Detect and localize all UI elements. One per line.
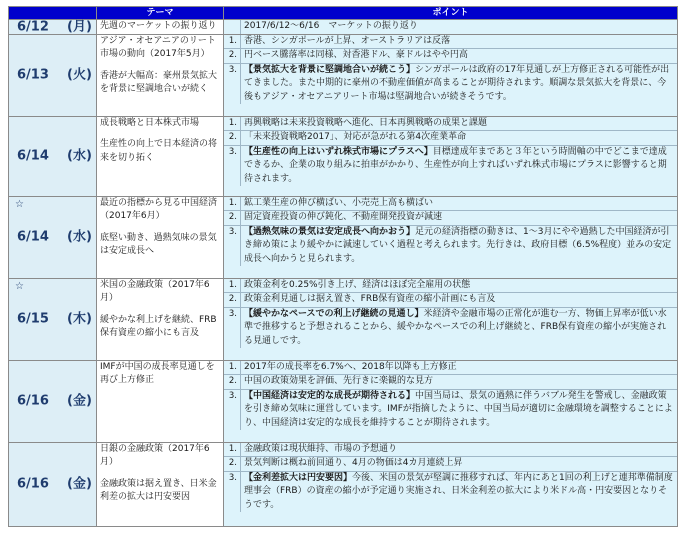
theme-subtitle: 生産性の向上で日本経済の将来を切り拓く — [100, 139, 218, 163]
point-text: 目標達成年まであと３年という時間軸の中でどこまで達成できるか、企業の取り組みに拍車がかかり、生産性が向上すればいずれ株式市場にプラスに影響すると期待されます。 — [244, 146, 667, 184]
header-blank — [9, 7, 97, 20]
row-point-cell — [224, 34, 678, 116]
point-text-block — [241, 472, 677, 513]
row-weekday: (水) — [67, 229, 92, 245]
table-row — [9, 34, 678, 116]
row-date-cell — [9, 196, 97, 278]
row-date: 6/16 — [17, 393, 49, 409]
row-date: 6/14 — [17, 229, 49, 245]
point-text-block — [241, 457, 677, 471]
theme-subtitle: 金融政策は据え置き、日米金利差の拡大は円安要因 — [100, 478, 217, 502]
point-item — [224, 64, 677, 105]
point-number: 2. — [224, 131, 241, 145]
row-point-cell — [224, 442, 678, 526]
point-text: 「未来投資戦略2017」、対応が急がれる第4次産業革命 — [244, 132, 467, 142]
point-text: 足元の経済指標の動きは、1～3月にやや過熱した中国経済が引き締め策により緩やかに減速していく過程と考えられます。先行きは、政府目標（6.5%程度）並みの安定成長へ向かうと見られます。 — [244, 226, 672, 264]
point-highlight: 【過熱気味の景気は安定成長へ向かおう】 — [244, 226, 416, 237]
point-item — [224, 443, 677, 458]
point-text-block — [241, 20, 677, 34]
row-point-cell — [224, 20, 678, 35]
row-weekday: (金) — [67, 476, 92, 492]
market-report-table-wrapper — [8, 6, 677, 527]
row-date-cell — [9, 116, 97, 196]
row-date: 6/15 — [17, 311, 49, 327]
point-number: 3. — [224, 390, 241, 431]
market-report-table — [8, 6, 678, 527]
point-item — [224, 146, 677, 187]
row-date: 6/13 — [17, 67, 49, 83]
point-text: 2017/6/12～6/16 マーケットの振り返り — [244, 21, 418, 31]
point-text-block — [241, 279, 677, 293]
point-item — [224, 375, 677, 390]
point-item — [224, 457, 677, 472]
row-point-cell — [224, 196, 678, 278]
point-number: 1. — [224, 443, 241, 457]
point-number: 1. — [224, 197, 241, 211]
point-text-block — [241, 64, 677, 105]
row-weekday: (火) — [67, 67, 92, 83]
point-text-block — [241, 117, 677, 131]
row-theme-cell — [97, 442, 224, 526]
point-item — [224, 308, 677, 349]
table-row — [9, 278, 678, 360]
point-highlight: 【金利差拡大は円安要因】 — [244, 472, 353, 483]
point-number: 1. — [224, 117, 241, 131]
row-date: 6/12 — [17, 19, 49, 34]
row-point-cell — [224, 116, 678, 196]
point-number: 3. — [224, 64, 241, 105]
row-date-cell — [9, 442, 97, 526]
theme-title: 最近の指標から見る中国経済（2017年6月） — [100, 197, 218, 221]
table-row — [9, 116, 678, 196]
point-text: 鉱工業生産の伸び横ばい、小売売上高も横ばい — [244, 197, 434, 208]
row-weekday: (木) — [67, 311, 92, 327]
point-item — [224, 279, 677, 294]
point-text: 今後、米国の景気が堅調に推移すれば、年内にあと1回の利上げと連邦準備制度理事会（FRB）の資産の縮小が予定通り実施され、日米金利差の拡大により米ドル高・円安要因となりそうです。 — [244, 472, 673, 510]
point-item — [224, 35, 677, 50]
point-item — [224, 20, 677, 34]
point-text: シンガポールは政府の17年見通しが上方修正される可能性が出てきました。また中期的に豪州の不動産価値が高まることが期待されます。順調な景気拡大を背景に、今後もアジア・オセアニアリート市場は堅調地合いが続きそうです。 — [244, 64, 670, 102]
point-item — [224, 361, 677, 376]
point-text: 中国の政策効果を評価、先行きに楽観的な見方 — [244, 376, 434, 386]
point-item — [224, 197, 677, 212]
row-theme-cell — [97, 116, 224, 196]
point-highlight: 【緩やかなペースでの利上げ継続の見通し】 — [244, 308, 424, 319]
point-text: 香港、シンガポールが上昇、オーストラリアは反落 — [244, 35, 451, 46]
row-weekday: (金) — [67, 393, 92, 409]
point-text-block — [241, 361, 677, 375]
point-item — [224, 472, 677, 513]
point-text-block — [241, 443, 677, 457]
point-item — [224, 211, 677, 226]
row-point-cell — [224, 360, 678, 442]
point-number: 3. — [224, 308, 241, 349]
point-highlight: 【中国経済は安定的な成長が期待される】 — [244, 390, 416, 401]
point-item — [224, 390, 677, 431]
header-theme: テーマ — [97, 7, 224, 20]
row-date-cell — [9, 278, 97, 360]
point-text: 政策金利見通しは据え置き、FRB保有資産の縮小計画にも言及 — [244, 294, 496, 304]
point-text-block — [241, 226, 677, 267]
point-text: 円ベース騰落率は同様、対香港ドル、豪ドルはやや円高 — [244, 50, 468, 60]
row-theme-cell — [97, 34, 224, 116]
point-text: 金融政策は現状維持、市場の予想通り — [244, 443, 398, 454]
point-number: 2. — [224, 375, 241, 389]
point-text-block — [241, 211, 677, 225]
point-number: 3. — [224, 226, 241, 267]
theme-subtitle: 底堅い動き、過熱気味の景気は安定成長へ — [100, 232, 217, 256]
point-highlight: 【生産性の向上はいずれ株式市場にプラスへ】 — [244, 146, 433, 157]
point-text-block — [241, 131, 677, 145]
table-row — [9, 360, 678, 442]
point-number: 3. — [224, 146, 241, 187]
point-number: 2. — [224, 293, 241, 307]
row-point-cell — [224, 278, 678, 360]
table-row — [9, 20, 678, 35]
point-item — [224, 131, 677, 146]
point-text-block — [241, 293, 677, 307]
row-theme-cell — [97, 360, 224, 442]
point-number: 1. — [224, 279, 241, 293]
theme-title: 米国の金融政策（2017年6月） — [100, 279, 210, 303]
point-number: 2. — [224, 211, 241, 225]
theme-subtitle: 緩やかな利上げを継続、FRB保有資産の縮小にも言及 — [100, 314, 217, 338]
point-highlight: 【景気拡大を背景に堅調地合いが続こう】 — [244, 64, 416, 75]
theme-title: 先週のマーケットの振り返り — [100, 21, 217, 31]
theme-title: 成長戦略と日本株式市場 — [100, 117, 200, 128]
point-text-block — [241, 49, 677, 63]
point-text-block — [241, 35, 677, 49]
star-icon: ☆ — [15, 280, 24, 292]
table-row — [9, 196, 678, 278]
row-date: 6/14 — [17, 148, 49, 164]
row-theme-cell — [97, 278, 224, 360]
point-text-block — [241, 375, 677, 389]
point-number: 2. — [224, 49, 241, 63]
row-weekday: (水) — [67, 148, 92, 164]
header-point: ポイント — [224, 7, 678, 20]
table-row — [9, 442, 678, 526]
table-header — [9, 7, 678, 20]
theme-subtitle: 香港が大幅高：豪州景気拡大を背景に堅調地合いが続く — [100, 70, 218, 94]
point-item — [224, 226, 677, 267]
point-text-block — [241, 308, 677, 349]
point-text-block — [241, 390, 677, 431]
point-number: 3. — [224, 472, 241, 513]
theme-title: アジア・オセアニアのリート市場の動向（2017年5月） — [100, 35, 216, 59]
star-icon: ☆ — [15, 198, 24, 210]
point-text: 固定資産投資の伸び鈍化、不動産開発投資が減速 — [244, 212, 443, 222]
point-text: 景気判断は概ね前回通り、4月の物価は4カ月連続上昇 — [244, 458, 463, 468]
point-text: 中国当局は、景気の過熱に伴うバブル発生を警戒し、金融政策を引き締め気味に運営しています。IMFが指摘したように、中国当局が適切に金融環境を調整することにより、中国経済は安定的な成長を維持することが期待されます。 — [244, 390, 673, 428]
point-number: 2. — [224, 457, 241, 471]
point-item — [224, 293, 677, 308]
row-date-cell — [9, 34, 97, 116]
point-text: 再興戦略は未来投資戦略へ進化、日本再興戦略の成果と課題 — [244, 117, 488, 128]
point-number: 1. — [224, 361, 241, 375]
row-date: 6/16 — [17, 476, 49, 492]
theme-title: 日銀の金融政策（2017年6月） — [100, 443, 210, 467]
point-text-block — [241, 197, 677, 211]
row-theme-cell — [97, 196, 224, 278]
point-text: 政策金利を0.25%引き上げ、経済はほぼ完全雇用の状態 — [244, 279, 471, 290]
point-item — [224, 49, 677, 64]
row-weekday: (月) — [67, 19, 92, 34]
point-item — [224, 117, 677, 132]
point-number — [224, 20, 241, 34]
row-theme-cell — [97, 20, 224, 35]
point-text-block — [241, 146, 677, 187]
row-date-cell — [9, 360, 97, 442]
point-text: 2017年の成長率を6.7%へ、2018年以降も上方修正 — [244, 361, 457, 372]
point-text: 米経済や金融市場の正常化が進む一方、物価上昇率が低い水準で推移すると予想されることから、緩やかなペースでの利上げ継続と、FRB保有資産の縮小が実施される見通しです。 — [244, 308, 667, 346]
row-date-cell — [9, 20, 97, 35]
theme-title: IMFが中国の成長率見通しを再び上方修正 — [100, 361, 215, 385]
point-number: 1. — [224, 35, 241, 49]
